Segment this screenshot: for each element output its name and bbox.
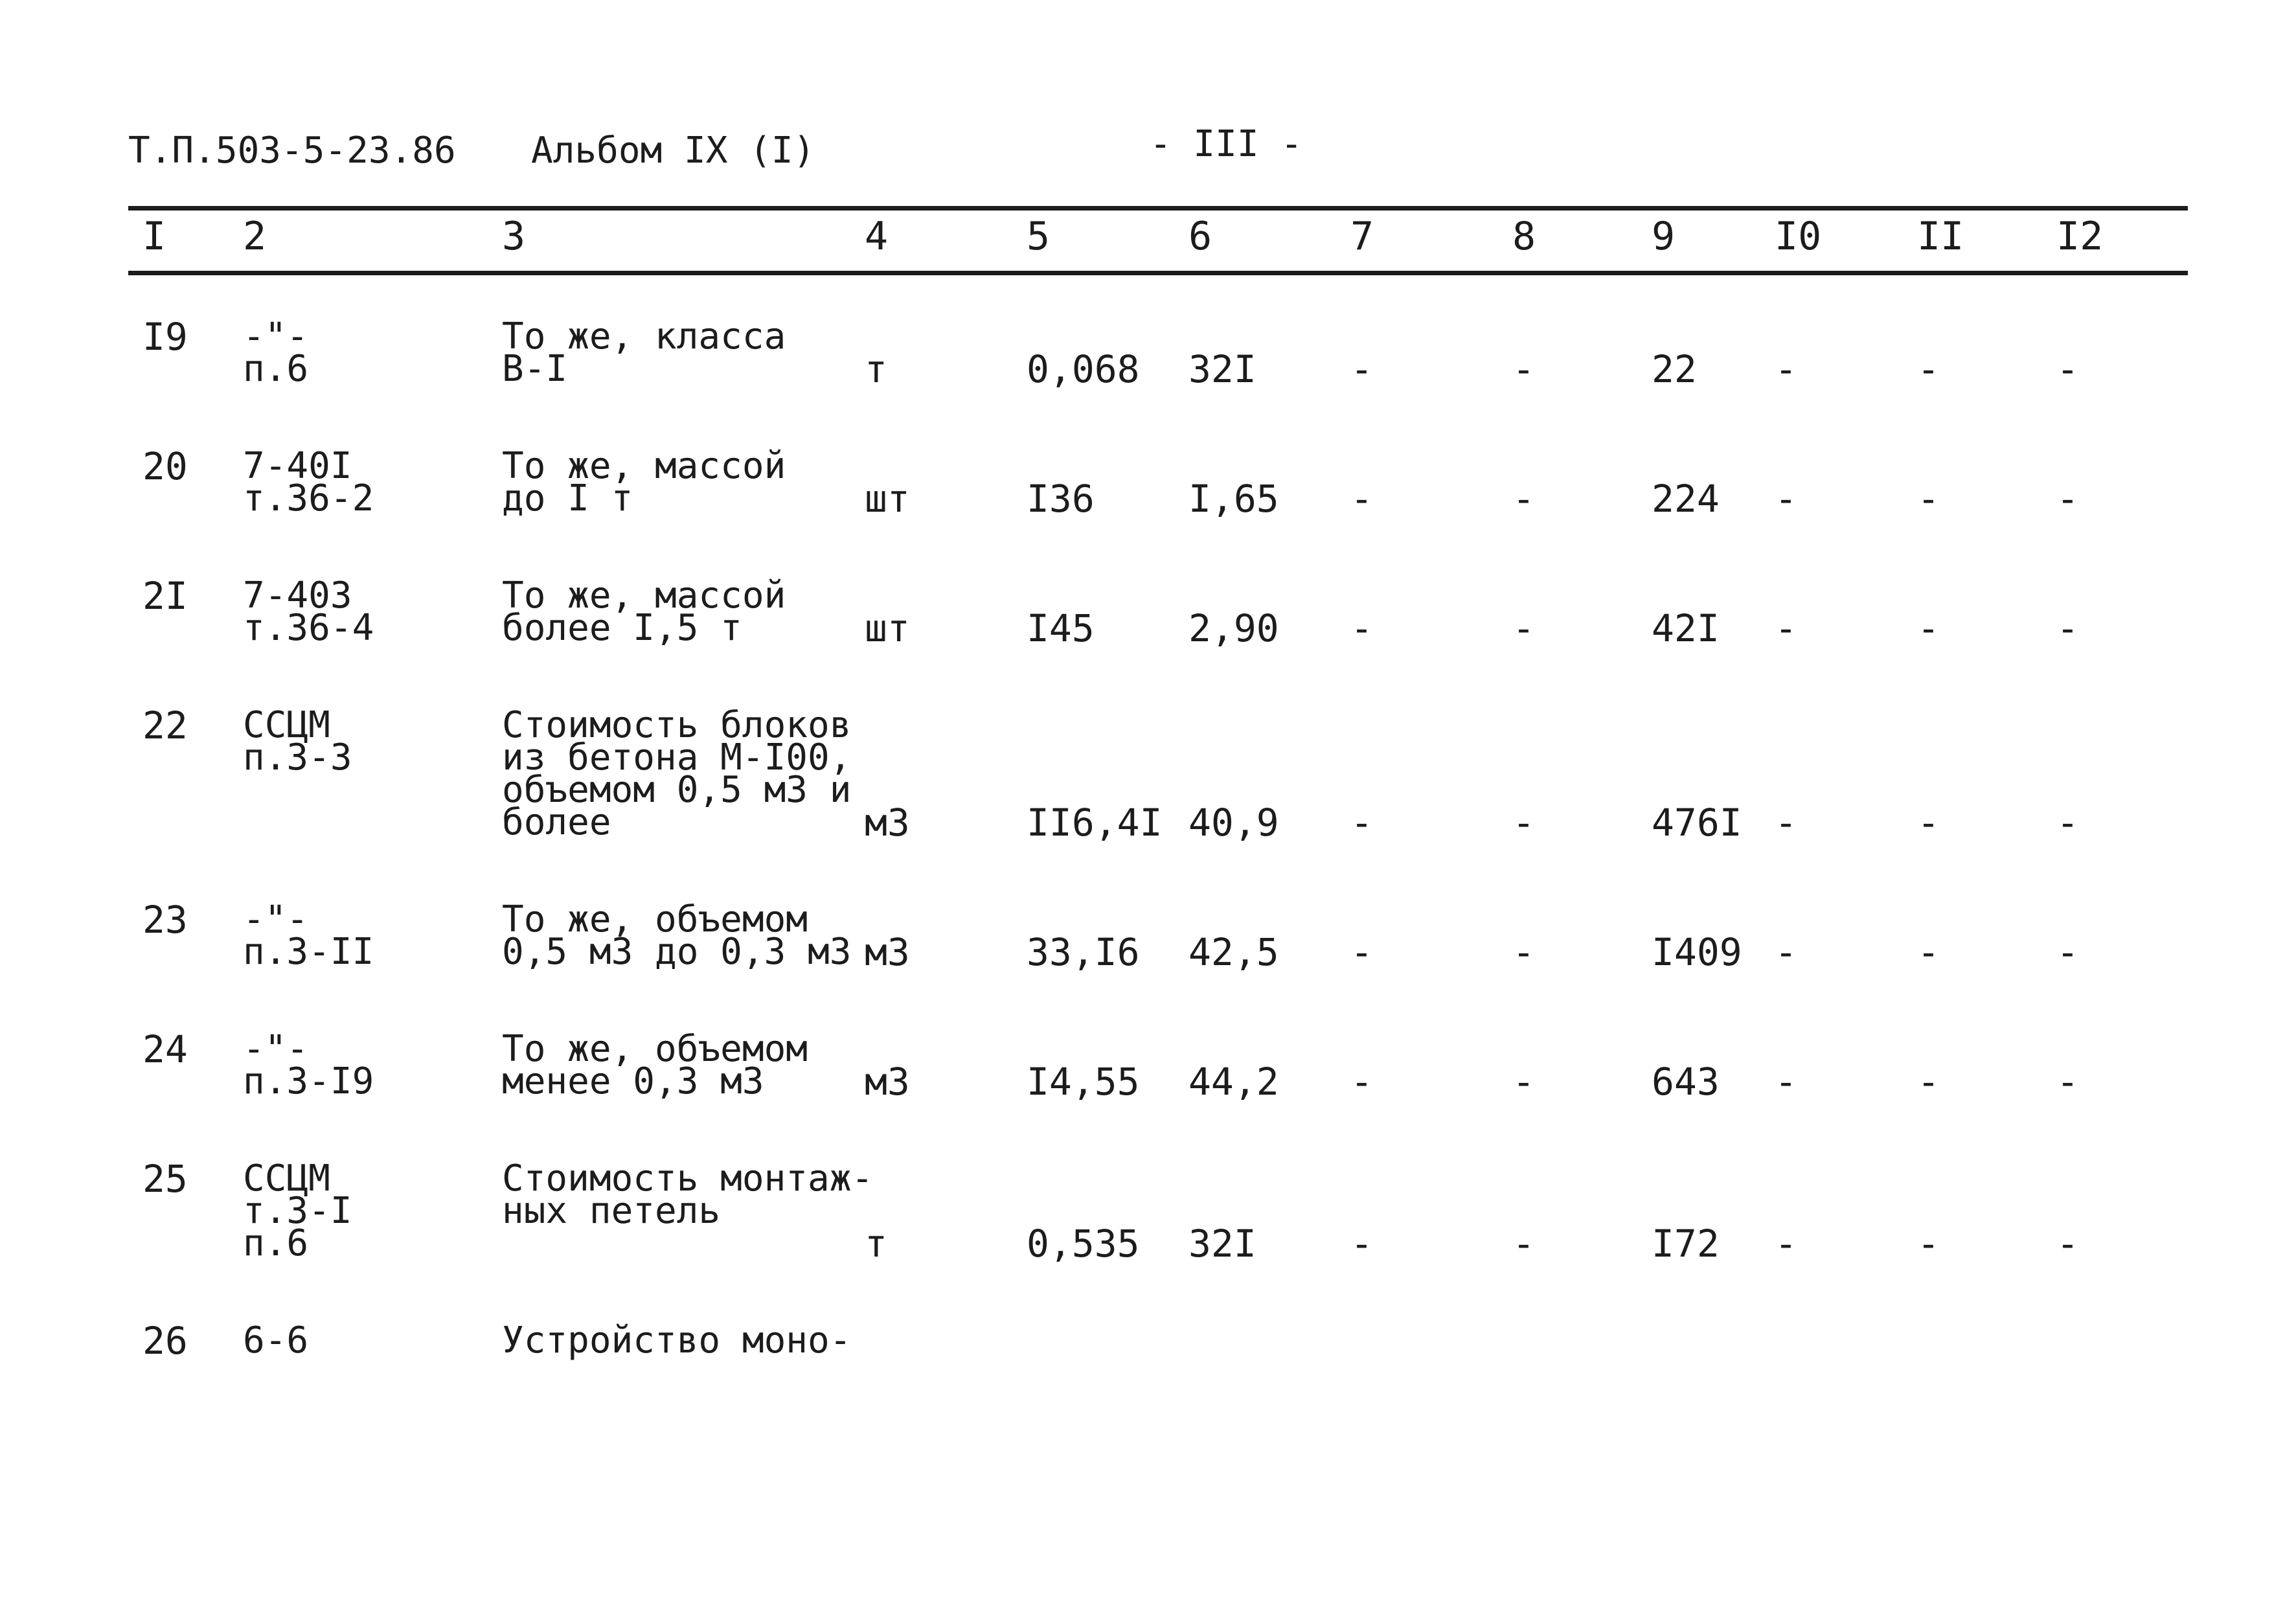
unit-cell: т xyxy=(865,1222,887,1266)
total-cell: 224 xyxy=(1652,477,1720,521)
column-8-cell: - xyxy=(1512,930,1535,974)
column-header-6: 6 xyxy=(1188,214,1212,259)
document-code: Т.П.503-5-23.86 xyxy=(128,130,456,172)
table-top-rule xyxy=(128,206,2188,211)
column-7-cell: - xyxy=(1350,930,1373,974)
reference-cell: ССЦМ п.3-3 xyxy=(243,704,352,779)
total-cell: 42I xyxy=(1652,606,1720,650)
column-7-cell: - xyxy=(1350,1060,1373,1104)
table-row xyxy=(0,574,2296,709)
description-cell: То же, массой до I т xyxy=(502,445,786,519)
row-number: 24 xyxy=(142,1027,188,1071)
price-cell: 44,2 xyxy=(1188,1060,1279,1104)
column-12-cell: - xyxy=(2056,1060,2079,1104)
column-header-11: II xyxy=(1917,214,1964,259)
quantity-cell: I36 xyxy=(1027,477,1095,521)
column-8-cell: - xyxy=(1512,801,1535,845)
price-cell: 32I xyxy=(1188,347,1256,391)
quantity-cell: 0,068 xyxy=(1027,347,1140,391)
column-10-cell: - xyxy=(1775,606,1797,650)
unit-cell: т xyxy=(865,347,887,391)
reference-cell: -"- п.3-II xyxy=(243,898,374,973)
column-12-cell: - xyxy=(2056,477,2079,521)
column-10-cell: - xyxy=(1775,1060,1797,1104)
row-number: 25 xyxy=(142,1157,188,1201)
row-number: 22 xyxy=(142,703,188,747)
unit-cell: шт xyxy=(865,477,910,521)
quantity-cell: I4,55 xyxy=(1027,1060,1140,1104)
row-number: I9 xyxy=(142,315,188,359)
column-header-2: 2 xyxy=(243,214,267,259)
reference-cell: -"- п.3-I9 xyxy=(243,1028,374,1102)
column-11-cell: - xyxy=(1917,477,1940,521)
price-cell: 42,5 xyxy=(1188,930,1279,974)
total-cell: I72 xyxy=(1652,1222,1720,1266)
row-number: 26 xyxy=(142,1319,188,1363)
price-cell: 2,90 xyxy=(1188,606,1279,650)
price-cell: I,65 xyxy=(1188,477,1279,521)
column-11-cell: - xyxy=(1917,801,1940,845)
quantity-cell: 0,535 xyxy=(1027,1222,1140,1266)
description-cell: Устройство моно- xyxy=(502,1319,852,1362)
column-header-12: I2 xyxy=(2056,214,2104,259)
row-number: 2I xyxy=(142,574,188,618)
row-number: 23 xyxy=(142,898,188,942)
total-cell: I409 xyxy=(1652,930,1742,974)
price-cell: 32I xyxy=(1188,1222,1256,1266)
unit-cell: м3 xyxy=(865,801,910,845)
column-8-cell: - xyxy=(1512,1222,1535,1266)
column-7-cell: - xyxy=(1350,477,1373,521)
column-header-7: 7 xyxy=(1350,214,1374,259)
column-11-cell: - xyxy=(1917,606,1940,650)
reference-cell: 7-40I т.36-2 xyxy=(243,445,374,519)
column-header-9: 9 xyxy=(1652,214,1676,259)
reference-cell: -"- п.6 xyxy=(243,315,309,390)
column-12-cell: - xyxy=(2056,347,2079,391)
column-8-cell: - xyxy=(1512,347,1535,391)
description-cell: То же, объемом 0,5 м3 до 0,3 м3 xyxy=(502,898,852,973)
table-header-rule xyxy=(128,271,2188,275)
description-cell: То же, класса В-I xyxy=(502,315,786,390)
column-12-cell: - xyxy=(2056,606,2079,650)
column-8-cell: - xyxy=(1512,1060,1535,1104)
quantity-cell: II6,4I xyxy=(1027,801,1163,845)
unit-cell: шт xyxy=(865,606,910,650)
column-header-1: I xyxy=(142,214,166,259)
total-cell: 643 xyxy=(1652,1060,1720,1104)
reference-cell: 6-6 xyxy=(243,1319,309,1362)
unit-cell: м3 xyxy=(865,930,910,974)
column-11-cell: - xyxy=(1917,930,1940,974)
column-10-cell: - xyxy=(1775,801,1797,845)
column-10-cell: - xyxy=(1775,1222,1797,1266)
price-cell: 40,9 xyxy=(1188,801,1279,845)
table-row xyxy=(0,1319,2296,1454)
reference-cell: ССЦМ т.3-I п.6 xyxy=(243,1157,352,1264)
column-header-4: 4 xyxy=(865,214,889,259)
table-row xyxy=(0,315,2296,450)
column-7-cell: - xyxy=(1350,347,1373,391)
column-8-cell: - xyxy=(1512,477,1535,521)
unit-cell: м3 xyxy=(865,1060,910,1104)
column-12-cell: - xyxy=(2056,801,2079,845)
column-11-cell: - xyxy=(1917,347,1940,391)
page-number: - III - xyxy=(1150,123,1303,165)
column-7-cell: - xyxy=(1350,1222,1373,1266)
column-12-cell: - xyxy=(2056,930,2079,974)
row-number: 20 xyxy=(142,444,188,488)
table-row xyxy=(0,444,2296,580)
column-10-cell: - xyxy=(1775,347,1797,391)
column-10-cell: - xyxy=(1775,477,1797,521)
table-row xyxy=(0,703,2296,845)
table-row xyxy=(0,898,2296,1033)
quantity-cell: I45 xyxy=(1027,606,1095,650)
column-11-cell: - xyxy=(1917,1060,1940,1104)
album-label: Альбом IX (I) xyxy=(531,130,815,172)
description-cell: То же, объемом менее 0,3 м3 xyxy=(502,1028,808,1102)
column-7-cell: - xyxy=(1350,801,1373,845)
column-10-cell: - xyxy=(1775,930,1797,974)
description-cell: Стоимость блоков из бетона М-I00, объемом 0,5 м3 и более xyxy=(502,704,852,843)
table-row xyxy=(0,1157,2296,1292)
column-header-5: 5 xyxy=(1027,214,1051,259)
column-12-cell: - xyxy=(2056,1222,2079,1266)
column-11-cell: - xyxy=(1917,1222,1940,1266)
description-cell: Стоимость монтаж- ных петель xyxy=(502,1157,874,1232)
total-cell: 476I xyxy=(1652,801,1742,845)
column-header-8: 8 xyxy=(1512,214,1536,259)
table-row xyxy=(0,1027,2296,1163)
total-cell: 22 xyxy=(1652,347,1697,391)
quantity-cell: 33,I6 xyxy=(1027,930,1140,974)
description-cell: То же, массой более I,5 т xyxy=(502,575,786,649)
column-header-3: 3 xyxy=(502,214,526,259)
reference-cell: 7-403 т.36-4 xyxy=(243,575,374,649)
column-8-cell: - xyxy=(1512,606,1535,650)
column-header-10: I0 xyxy=(1775,214,1822,259)
column-7-cell: - xyxy=(1350,606,1373,650)
